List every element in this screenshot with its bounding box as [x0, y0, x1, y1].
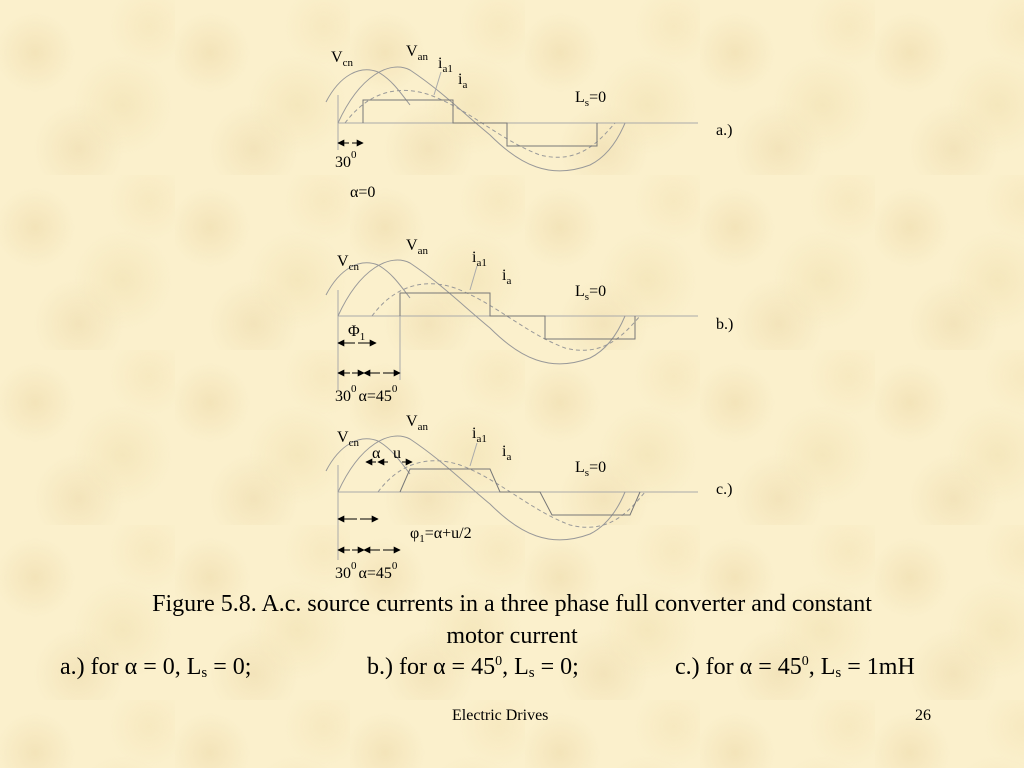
van-label-c: V: [406, 413, 418, 430]
ia1-label-a: i: [438, 55, 443, 72]
phi-label-c: φ: [410, 525, 420, 542]
svg-text:ia1: [472, 425, 487, 445]
case-c-sub: s: [835, 665, 842, 681]
svg-text:Vcn: [337, 253, 359, 273]
case-b-sup: 0: [495, 654, 503, 669]
ls-label-b: L: [575, 283, 585, 300]
ls-label-c: L: [575, 459, 585, 476]
svg-text:Vcn: [331, 49, 353, 69]
svg-text:300α=450: [335, 560, 398, 582]
svg-text:ia1: [438, 55, 453, 75]
van-label-a: V: [406, 43, 418, 60]
case-c-sup: 0: [801, 654, 809, 669]
panel-tag-a: a.): [716, 122, 733, 139]
svg-text:Vcn: [337, 429, 359, 449]
alpha-sup-b: 0: [391, 383, 398, 395]
van-sub-c: an: [417, 421, 428, 433]
svg-text:Ls=0: [575, 459, 606, 479]
svg-text:Ls=0: [575, 283, 606, 303]
van-wave-a: [338, 67, 625, 171]
caption-case-a: [60, 654, 251, 682]
angle-sup-c: 0: [351, 560, 357, 572]
svg-text:ia1: [472, 249, 487, 269]
ia1-sub-c: a1: [476, 433, 487, 445]
phi-sub-b: 1: [359, 331, 366, 343]
van-wave-c: [338, 436, 625, 540]
alpha-sup-c: 0: [391, 560, 398, 572]
caption-case-c: [675, 654, 915, 682]
caption-line-2: motor current: [446, 623, 578, 649]
ls-label-a: L: [575, 89, 585, 106]
panel-tag-c: c.): [716, 481, 733, 498]
label-pointer-b: [470, 266, 477, 290]
svg-text:φ1=α+u/2: [410, 525, 472, 545]
caption-line-3: [0, 654, 1024, 686]
angle-label-b: 30: [335, 388, 351, 405]
alpha-label-b: α=45: [358, 388, 392, 405]
u-sym-c: u: [393, 445, 401, 462]
panel-tag-b: b.): [716, 316, 734, 333]
caption-line-1: Figure 5.8. A.c. source currents in a three phase full converter and constant: [152, 591, 872, 617]
angle-sup-a: 0: [351, 149, 357, 161]
case-a-text: a.) for α = 0, L: [60, 654, 202, 680]
ia-label-b: i: [502, 267, 507, 284]
svg-text:300: [335, 149, 357, 171]
case-a-post: = 0;: [207, 654, 252, 680]
angle-label-a: 30: [335, 154, 351, 171]
svg-text:ia: [458, 71, 467, 91]
case-b-sub: s: [528, 665, 535, 681]
svg-text:Van: [406, 413, 428, 433]
ia1-label-b: i: [472, 249, 477, 266]
alpha-label-c: α=45: [358, 565, 392, 582]
ia1-label-c: i: [472, 425, 477, 442]
panel-a: [326, 43, 732, 201]
case-c-mid: , L: [808, 654, 836, 680]
vcn-sub-b: cn: [348, 261, 359, 273]
case-c-text: c.) for α = 45: [675, 654, 802, 680]
alpha-sym-c: α: [372, 445, 381, 462]
svg-text:Ls=0: [575, 89, 606, 109]
van-label-b: V: [406, 237, 418, 254]
vcn-sub-c: cn: [348, 437, 359, 449]
van-sub-a: an: [417, 51, 428, 63]
case-c-post: = 1mH: [841, 654, 915, 680]
svg-text:ia: [502, 443, 511, 463]
svg-text:300α=450: [335, 383, 398, 405]
svg-text:Van: [406, 43, 428, 63]
vcn-label-a: V: [331, 49, 343, 66]
page-number: 26: [915, 707, 931, 724]
case-a-sub: s: [201, 665, 208, 681]
case-b-post: = 0;: [534, 654, 579, 680]
phi-eq-c: =α+u/2: [424, 525, 472, 542]
ls-sub-a: s: [584, 97, 590, 109]
svg-text:Φ1: [348, 323, 365, 343]
angle-label-c: 30: [335, 565, 351, 582]
case-b-text: b.) for α = 45: [367, 654, 496, 680]
ia-sub-c: a: [506, 451, 512, 463]
van-wave-b: [338, 260, 625, 364]
panel-b: [326, 237, 733, 405]
panel-c: [326, 413, 732, 582]
vcn-label-b: V: [337, 253, 349, 270]
vcn-sub-a: cn: [342, 57, 353, 69]
ia-label-c: i: [502, 443, 507, 460]
svg-text:Van: [406, 237, 428, 257]
ls-val-b: =0: [589, 283, 607, 300]
ls-val-c: =0: [589, 459, 607, 476]
phi-sub-c: 1: [419, 533, 425, 545]
footer-title: Electric Drives: [452, 707, 549, 724]
case-b-mid: , L: [502, 654, 529, 680]
ia1-sub-a: a1: [442, 63, 453, 75]
ls-sub-c: s: [584, 467, 590, 479]
van-sub-b: an: [417, 245, 428, 257]
svg-text:ia: [502, 267, 511, 287]
alpha-label-a: α=0: [350, 184, 376, 201]
ls-val-a: =0: [589, 89, 607, 106]
phi-label-b: Φ: [348, 323, 360, 340]
label-pointer-c: [470, 443, 477, 466]
ls-sub-b: s: [584, 291, 590, 303]
vcn-label-c: V: [337, 429, 349, 446]
caption-case-b: [367, 654, 579, 682]
ia-sub-b: a: [506, 275, 512, 287]
ia-sub-a: a: [462, 79, 468, 91]
ia1-sub-b: a1: [476, 257, 487, 269]
ia-label-a: i: [458, 71, 463, 88]
angle-sup-b: 0: [351, 383, 357, 395]
label-pointer-a: [434, 72, 441, 95]
